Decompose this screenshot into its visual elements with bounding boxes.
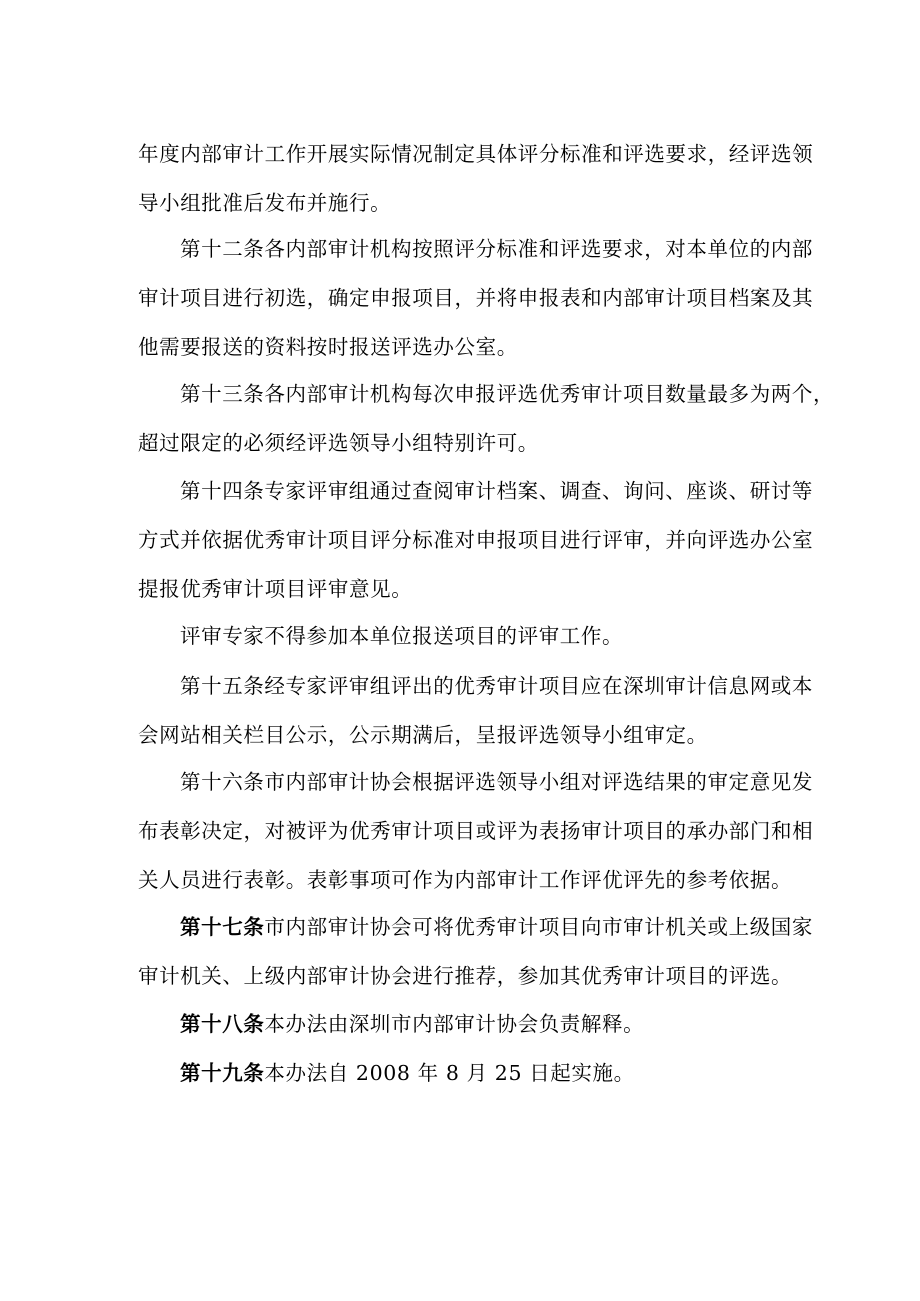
paragraph-line — [138, 1000, 798, 1049]
paragraph-line: 第十三条各内部审计机构每次申报评选优秀审计项目数量最多为两个， — [180, 382, 835, 406]
article-15 — [138, 662, 813, 760]
paragraph-line: 超过限定的必须经评选领导小组特别许可。 — [138, 431, 539, 455]
article-18 — [138, 1000, 798, 1049]
paragraph-line: 审计项目进行初选，确定申报项目，并将申报表和内部审计项目档案及其 — [138, 286, 814, 310]
article-16 — [138, 758, 814, 905]
paragraph-line: 第十五条经专家评审组评出的优秀审计项目应在深圳审计信息网或本 — [180, 674, 813, 698]
paragraph-line: 方式并依据优秀审计项目评分标准对申报项目进行评审，并向评选办公室 — [138, 528, 814, 552]
article-heading: 第十七条 — [180, 915, 265, 939]
article-14 — [138, 467, 814, 614]
article-heading: 第十八条 — [180, 1012, 265, 1036]
paragraph-line — [138, 903, 814, 952]
article-text: 本办法由深圳市内部审计协会负责解释。 — [264, 1012, 645, 1036]
article-12 — [138, 225, 814, 372]
paragraph-line — [138, 1049, 798, 1098]
paragraph-line: 会网站相关栏目公示，公示期满后，呈报评选领导小组审定。 — [138, 723, 708, 747]
paragraph-line: 导小组批准后发布并施行。 — [138, 191, 392, 215]
reviewer-note — [138, 612, 798, 661]
article-19 — [138, 1049, 798, 1098]
paragraph-line: 评审专家不得参加本单位报送项目的评审工作。 — [180, 624, 624, 648]
paragraph-line: 布表彰决定，对被评为优秀审计项目或评为表扬审计项目的承办部门和相 — [138, 819, 814, 843]
paragraph-continuation — [138, 130, 814, 228]
article-heading: 第十九条 — [180, 1061, 265, 1085]
article-13 — [138, 370, 835, 468]
paragraph-line: 第十四条专家评审组通过查阅审计档案、调查、询问、座谈、研讨等 — [180, 479, 813, 503]
paragraph-line: 年度内部审计工作开展实际情况制定具体评分标准和评选要求，经评选领 — [138, 142, 814, 166]
article-17 — [138, 903, 814, 1001]
paragraph-line: 第十六条市内部审计协会根据评选领导小组对评选结果的审定意见发 — [180, 770, 813, 794]
paragraph-line: 审计机关、上级内部审计协会进行推荐，参加其优秀审计项目的评选。 — [138, 964, 793, 988]
article-text: 市内部审计协会可将优秀审计项目向市审计机关或上级国家 — [264, 915, 814, 939]
paragraph-line: 第十二条各内部审计机构按照评分标准和评选要求，对本单位的内部 — [180, 237, 813, 261]
paragraph-line: 提报优秀审计项目评审意见。 — [138, 577, 413, 601]
paragraph-line: 关人员进行表彰。表彰事项可作为内部审计工作评优评先的参考依据。 — [138, 868, 793, 892]
paragraph-line: 他需要报送的资料按时报送评选办公室。 — [138, 335, 518, 359]
article-text: 本办法自 2008 年 8 月 25 日起实施。 — [264, 1061, 635, 1085]
